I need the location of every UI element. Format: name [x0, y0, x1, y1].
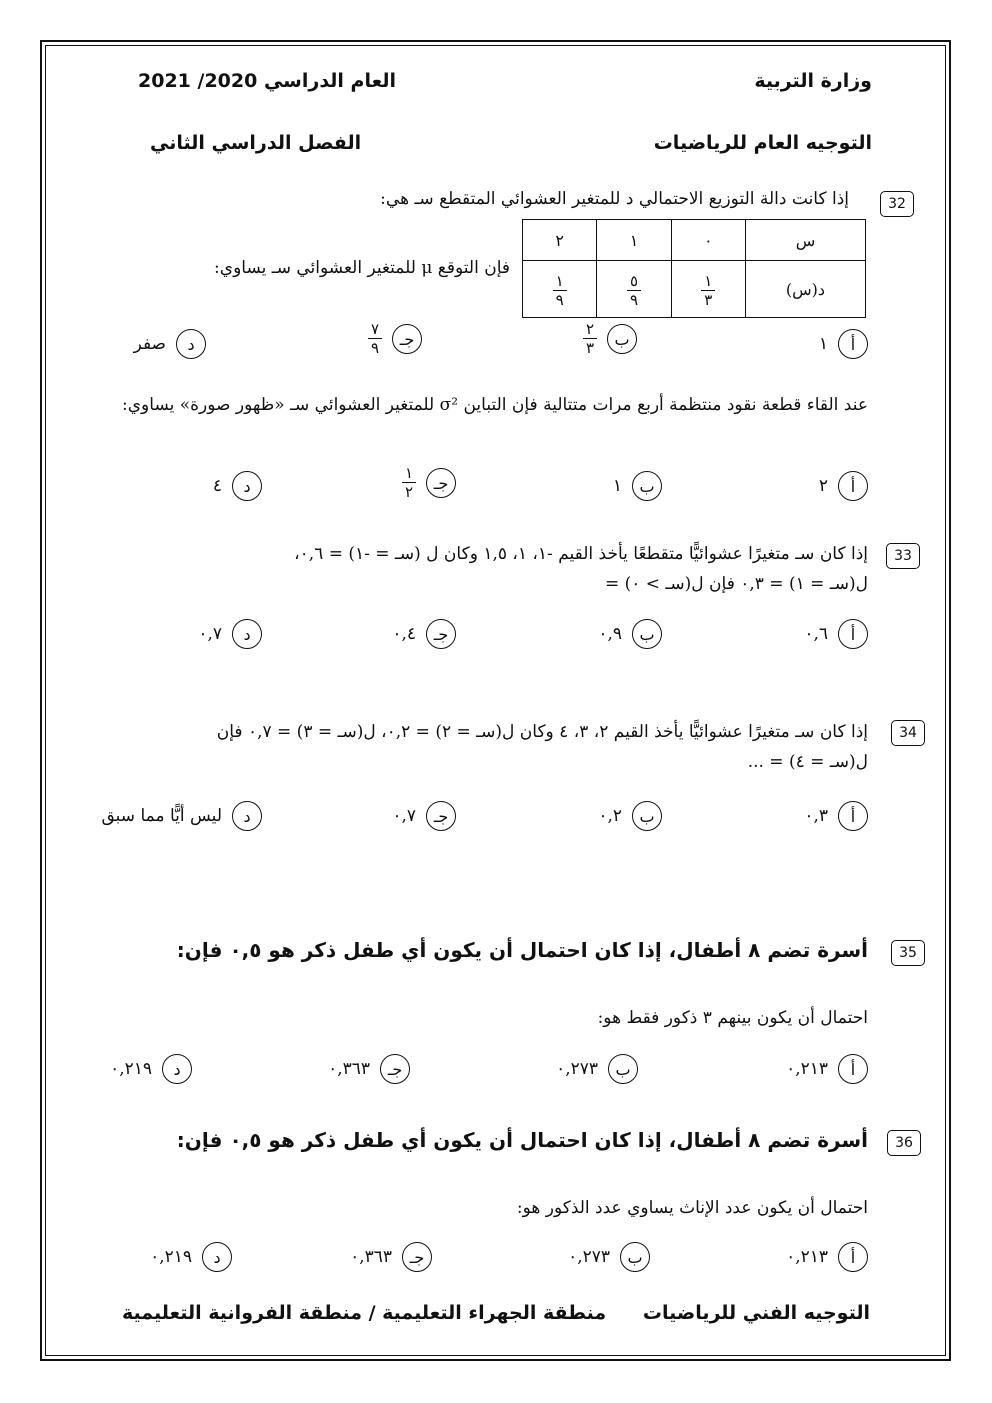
fraction: $\frac{١}{٣}$ [701, 274, 715, 308]
option-letter-b: ب [607, 324, 637, 354]
option-value: ٠,٢١٩ [110, 1059, 152, 1079]
option-value: ٠,٢١٣ [786, 1059, 828, 1079]
table-cell [597, 261, 671, 318]
q34-option-c[interactable] [392, 799, 456, 833]
supervision-title: التوجيه العام للرياضيات [653, 132, 872, 154]
q32-option-d[interactable] [134, 327, 206, 361]
q34-option-a[interactable] [804, 799, 868, 833]
option-value: ٠,٢٧٣ [556, 1059, 598, 1079]
option-value: ٠,٢ [598, 806, 622, 826]
q36-option-a[interactable] [786, 1240, 868, 1274]
option-letter-a: أ [838, 801, 868, 831]
option-letter-d: د [176, 329, 206, 359]
q35-text: أسرة تضم ٨ أطفال، إذا كان احتمال أن يكون أي طفل ذكر هو ٠,٥ فإن: [176, 938, 868, 962]
question-number-34: 34 [891, 720, 925, 746]
option-letter-b: ب [632, 801, 662, 831]
table-cell: ٠ [671, 220, 745, 261]
table-cell: س [745, 220, 865, 261]
option-letter-a: أ [838, 1242, 868, 1272]
q33-option-a[interactable] [804, 617, 868, 651]
coin-option-a[interactable] [819, 469, 868, 503]
option-letter-b: ب [620, 1242, 650, 1272]
academic-year: العام الدراسي 2020/ 2021 [138, 70, 396, 92]
option-value: ٠,٣٦٣ [350, 1247, 392, 1267]
option-letter-c: جـ [426, 468, 456, 498]
option-letter-d: د [202, 1242, 232, 1272]
q36-subquestion: احتمال أن يكون عدد الإناث يساوي عدد الذكور هو: [516, 1198, 868, 1218]
option-letter-d: د [232, 801, 262, 831]
q32-question: فإن التوقع μ للمتغير العشوائي سـ يساوي: [214, 258, 510, 278]
footer-supervision: التوجيه الفني للرياضيات [642, 1302, 870, 1324]
q33-text-line2: ل(سـ = ١) = ٠,٣ فإن ل(سـ > ٠) = [604, 574, 868, 594]
question-number-35: 35 [891, 940, 925, 966]
q33-option-b[interactable] [598, 617, 662, 651]
table-cell [523, 261, 597, 318]
fraction: $\frac{٧}{٩}$ [368, 322, 382, 356]
option-letter-c: جـ [392, 324, 422, 354]
coin-option-b[interactable] [613, 469, 662, 503]
coin-option-d[interactable] [213, 469, 262, 503]
option-letter-b: ب [608, 1054, 638, 1084]
option-letter-d: د [232, 471, 262, 501]
table-cell: ٢ [523, 220, 597, 261]
option-value: ٠,٢٧٣ [568, 1247, 610, 1267]
table-row [523, 220, 866, 261]
q34-option-d[interactable] [102, 799, 263, 833]
option-value: ٠,٣ [804, 806, 828, 826]
option-value: ١ [818, 334, 828, 354]
option-letter-a: أ [838, 329, 868, 359]
q33-option-d[interactable] [198, 617, 262, 651]
option-value: ٠,٢١٩ [150, 1247, 192, 1267]
option-letter-a: أ [838, 1054, 868, 1084]
table-cell: د(س) [745, 261, 865, 318]
option-value: ليس أيًّا مما سبق [101, 806, 222, 826]
option-letter-d: د [232, 619, 262, 649]
q34-option-b[interactable] [598, 799, 662, 833]
option-value: ٢ [818, 476, 828, 496]
fraction: $\frac{٢}{٣}$ [583, 322, 597, 356]
q36-option-b[interactable] [568, 1240, 650, 1274]
fraction: $\frac{١}{٩}$ [553, 274, 567, 308]
option-letter-b: ب [632, 619, 662, 649]
q34-text-line1: إذا كان سـ متغيرًا عشوائيًّا يأخذ القيم ٢، ٣، ٤ وكان ل(سـ = ٢) = ٠,٢، ل(سـ = ٣) = ٠,٧ فإن [216, 722, 868, 742]
q32-option-a[interactable] [819, 327, 868, 361]
coin-option-c[interactable] [402, 466, 456, 500]
q36-text: أسرة تضم ٨ أطفال، إذا كان احتمال أن يكون أي طفل ذكر هو ٠,٥ فإن: [176, 1128, 868, 1152]
q33-text-line1: إذا كان سـ متغيرًا عشوائيًّا متقطعًا يأخذ القيم -١، ١، ١,٥ وكان ل (سـ = -١) = ٠,٦، [294, 544, 868, 564]
q32-option-c[interactable] [368, 322, 422, 356]
q35-subquestion: احتمال أن يكون بينهم ٣ ذكور فقط هو: [597, 1008, 868, 1028]
option-letter-c: جـ [380, 1054, 410, 1084]
option-value: ٠,٩ [598, 624, 622, 644]
q35-option-a[interactable] [786, 1052, 868, 1086]
fraction: $\frac{١}{٢}$ [402, 466, 416, 500]
option-value: ٠,٤ [392, 624, 416, 644]
table-cell: ١ [597, 220, 671, 261]
footer-districts: منطقة الجهراء التعليمية / منطقة الفروانية التعليمية [122, 1302, 607, 1324]
fraction: $\frac{٥}{٩}$ [627, 274, 641, 308]
option-letter-d: د [162, 1054, 192, 1084]
option-value: صفر [133, 334, 166, 354]
option-value: ٠,٣٦٣ [328, 1059, 370, 1079]
table-row [523, 261, 866, 318]
table-cell [671, 261, 745, 318]
option-value: ٠,٧ [392, 806, 416, 826]
distribution-table [522, 219, 866, 318]
option-value: ٠,٢١٣ [786, 1247, 828, 1267]
semester-title: الفصل الدراسي الثاني [150, 132, 362, 154]
q35-option-c[interactable] [328, 1052, 410, 1086]
q33-option-c[interactable] [392, 617, 456, 651]
ministry-title: وزارة التربية [754, 70, 872, 92]
coin-question-text: عند القاء قطعة نقود منتظمة أربع مرات متتالية فإن التباين σ² للمتغير العشوائي سـ «ظهور صورة» يساوي: [122, 395, 868, 415]
q32-option-b[interactable] [583, 322, 637, 356]
q35-option-b[interactable] [556, 1052, 638, 1086]
q32-text: إذا كانت دالة التوزيع الاحتمالي د للمتغير العشوائي المتقطع سـ هي: [380, 189, 849, 209]
q34-text-line2: ل(سـ = ٤) = ... [747, 752, 868, 772]
option-value: ١ [612, 476, 622, 496]
question-number-32: 32 [880, 191, 914, 217]
option-letter-c: جـ [426, 801, 456, 831]
q36-option-d[interactable] [150, 1240, 232, 1274]
question-number-33: 33 [886, 543, 920, 569]
option-value: ٤ [212, 476, 222, 496]
option-value: ٠,٦ [804, 624, 828, 644]
option-letter-c: جـ [402, 1242, 432, 1272]
option-letter-a: أ [838, 471, 868, 501]
option-letter-a: أ [838, 619, 868, 649]
option-letter-c: جـ [426, 619, 456, 649]
q36-option-c[interactable] [350, 1240, 432, 1274]
q35-option-d[interactable] [110, 1052, 192, 1086]
question-number-36: 36 [887, 1130, 921, 1156]
option-value: ٠,٧ [198, 624, 222, 644]
option-letter-b: ب [632, 471, 662, 501]
